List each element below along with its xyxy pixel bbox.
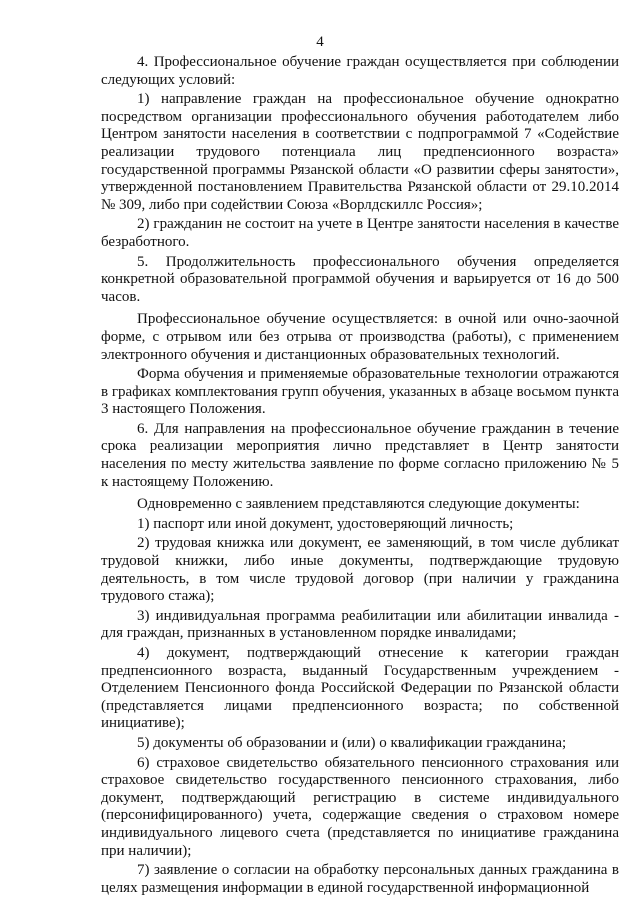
document-item-1: 1) паспорт или иной документ, удостоверяющий личность; — [137, 515, 514, 532]
document-item-5: 5) документы об образовании и (или) о квалификации гражданина; — [137, 734, 567, 751]
clause-4-intro: 4. Профессиональное обучение граждан осуществляется при соблюдении следующих условий: — [101, 54, 619, 88]
page-number: 4 — [316, 34, 324, 50]
document-item-4: 4) документ, подтверждающий отнесение к категории граждан предпенсионного возраста, выданный Государственным учреждением - Отделением Пенсионного фонда Российской Федерации по Рязанской области (представляется лицами предпенсионного возраста; по собственной инициативе); — [101, 645, 619, 732]
document-body — [101, 54, 619, 897]
clause-4-condition-2: 2) гражданин не состоит на учете в Центре занятости населения в качестве безработного. — [101, 216, 619, 250]
clause-5-schedule: Форма обучения и применяемые образовательные технологии отражаются в графиках комплектования групп обучения, указанных в абзаце восьмом пункта 3 настоящего Положения. — [101, 366, 619, 418]
document-item-7: 7) заявление о согласии на обработку персональных данных гражданина в целях размещения информации в единой государственной информационной — [101, 862, 619, 896]
clause-5-duration: 5. Продолжительность профессионального обучения определяется конкретной образовательной программой обучения и варьируется от 16 до 500 часов. — [101, 253, 619, 305]
clause-5-forms: Профессиональное обучение осуществляется: в очной или очно-заочной форме, с отрывом или без отрыва от производства (работы), с применением электронного обучения и дистанционных образовательных технологий. — [101, 311, 619, 363]
clause-6-documents-intro: Одновременно с заявлением представляются следующие документы: — [137, 496, 580, 513]
document-item-2: 2) трудовая книжка или документ, ее заменяющий, в том числе дубликат трудовой книжки, либо иные документы, подтверждающие трудовую деятельность, в том числе трудовой договор (при наличии у гражданина трудового стажа); — [101, 535, 619, 605]
document-item-6: 6) страховое свидетельство обязательного пенсионного страхования или страховое свидетельство государственного пенсионного страхования, либо документ, подтверждающий регистрацию в системе индивидуального (персонифицированного) учета, содержащие сведения о страховом номере индивидуального лицевого счета (представляется по инициативе гражданина при наличии); — [101, 754, 619, 859]
clause-6-application: 6. Для направления на профессиональное обучение гражданин в течение срока реализации мероприятия лично представляет в Центр занятости населения по месту жительства заявление по форме согласно приложению № 5 к настоящему Положению. — [101, 420, 619, 490]
document-item-3: 3) индивидуальная программа реабилитации или абилитации инвалида - для граждан, признанных в установленном порядке инвалидами; — [101, 607, 619, 642]
clause-4-condition-1: 1) направление граждан на профессиональное обучение однократно посредством организации профессионального обучения работодателем либо Центром занятости населения в соответствии с подпрограммой 7 «Содействие реализации трудового потенциала лиц предпенсионного возраста» государственной программы Рязанской области «О развитии сферы занятости», утвержденной постановлением Правительства Рязанской области от 29.10.2014 № 309, либо при содействии Союза «Ворлдскиллс Россия»; — [101, 91, 619, 213]
